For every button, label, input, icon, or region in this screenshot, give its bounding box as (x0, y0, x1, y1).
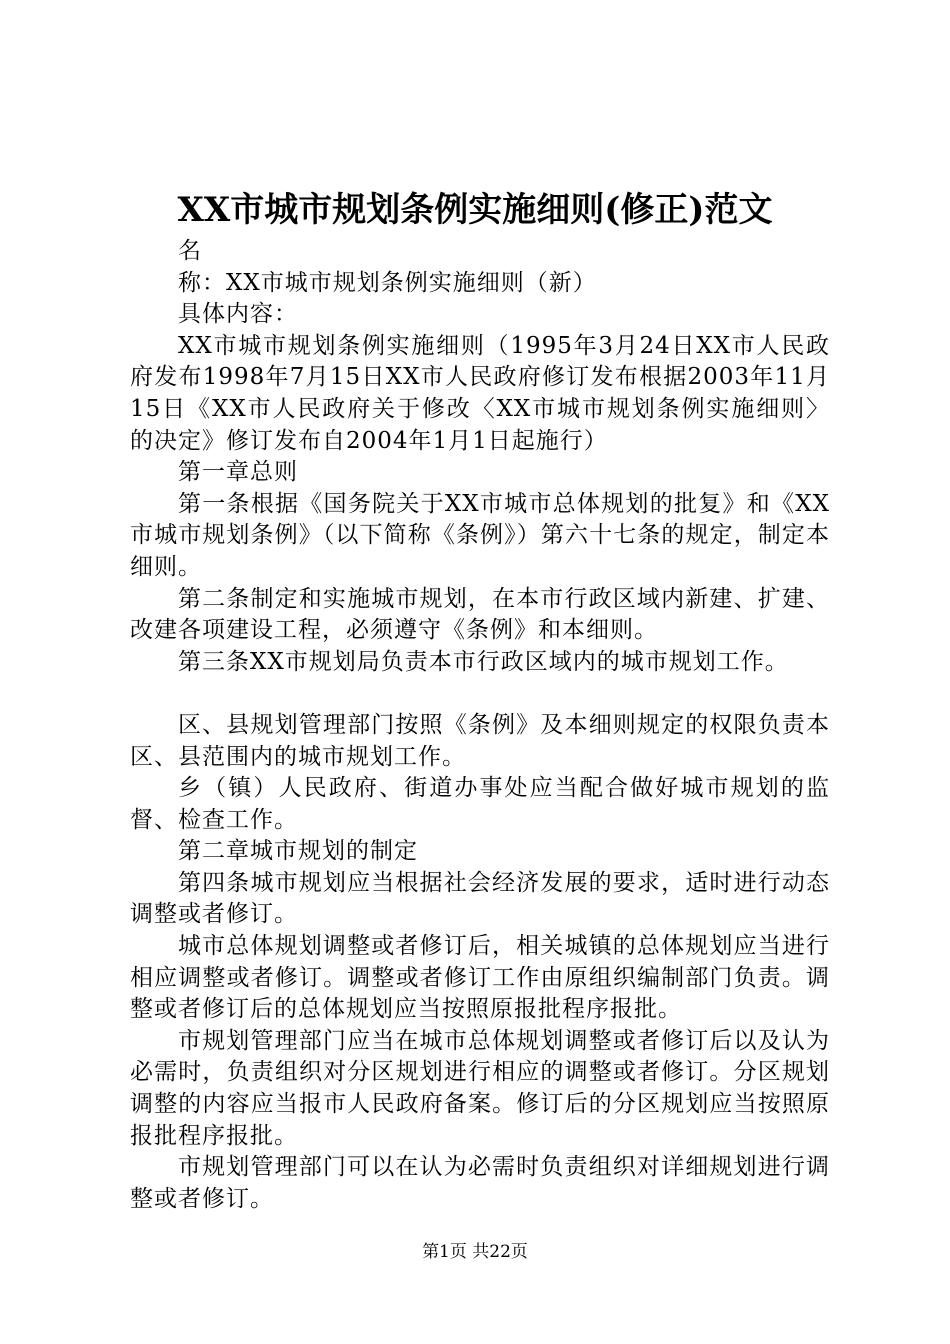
paragraph: 第二条制定和实施城市规划，在本市行政区域内新建、扩建、改建各项建设工程，必须遵守《条例》和本细则。 (130, 585, 830, 644)
chapter-heading: 第一章总则 (178, 459, 298, 486)
paragraph: 第三条XX市规划局负责本市行政区域内的城市规划工作。 (178, 648, 789, 675)
document-body (130, 236, 830, 1215)
paragraph: 第一条根据《国务院关于XX市城市总体规划的批复》和《XX市城市规划条例》（以下简称《条例》）第六十七条的规定，制定本细则。 (130, 490, 830, 580)
paragraph: 乡（镇）人民政府、街道办事处应当配合做好城市规划的监督、检查工作。 (130, 775, 830, 833)
page-number-footer: 第1页 共22页 (422, 1242, 528, 1262)
paragraph: 称：XX市城市规划条例实施细则（新） (178, 269, 597, 296)
paragraph: 具体内容： (178, 301, 298, 328)
paragraph: 区、县规划管理部门按照《条例》及本细则规定的权限负责本区、县范围内的城市规划工作。 (130, 711, 830, 770)
paragraph: 市规划管理部门可以在认为必需时负责组织对详细规划进行调整或者修订。 (130, 1154, 830, 1212)
paragraph: XX市城市规划条例实施细则（1995年3月24日XX市人民政府发布1998年7月15日XX市人民政府修订发布根据2003年11月15日《XX市人民政府关于修改〈XX市城市规划条例实施细则〉的决定》修订发布自2004年1月1日起施行） (130, 332, 830, 454)
chapter-heading: 第二章城市规划的制定 (178, 838, 418, 865)
paragraph: 第四条城市规划应当根据社会经济发展的要求，适时进行动态调整或者修订。 (130, 869, 830, 928)
paragraph: 城市总体规划调整或者修订后，相关城镇的总体规划应当进行相应调整或者修订。调整或者修订工作由原组织编制部门负责。调整或者修订后的总体规划应当按照原报批程序报批。 (130, 933, 830, 1023)
paragraph: 名 (178, 238, 202, 264)
document-title: XX市城市规划条例实施细则(修正)范文 (177, 190, 773, 230)
paragraph: 市规划管理部门应当在城市总体规划调整或者修订后以及认为必需时，负责组织对分区规划进行相应的调整或者修订。分区规划调整的内容应当报市人民政府备案。修订后的分区规划应当按照原报批程序报批。 (130, 1027, 830, 1149)
